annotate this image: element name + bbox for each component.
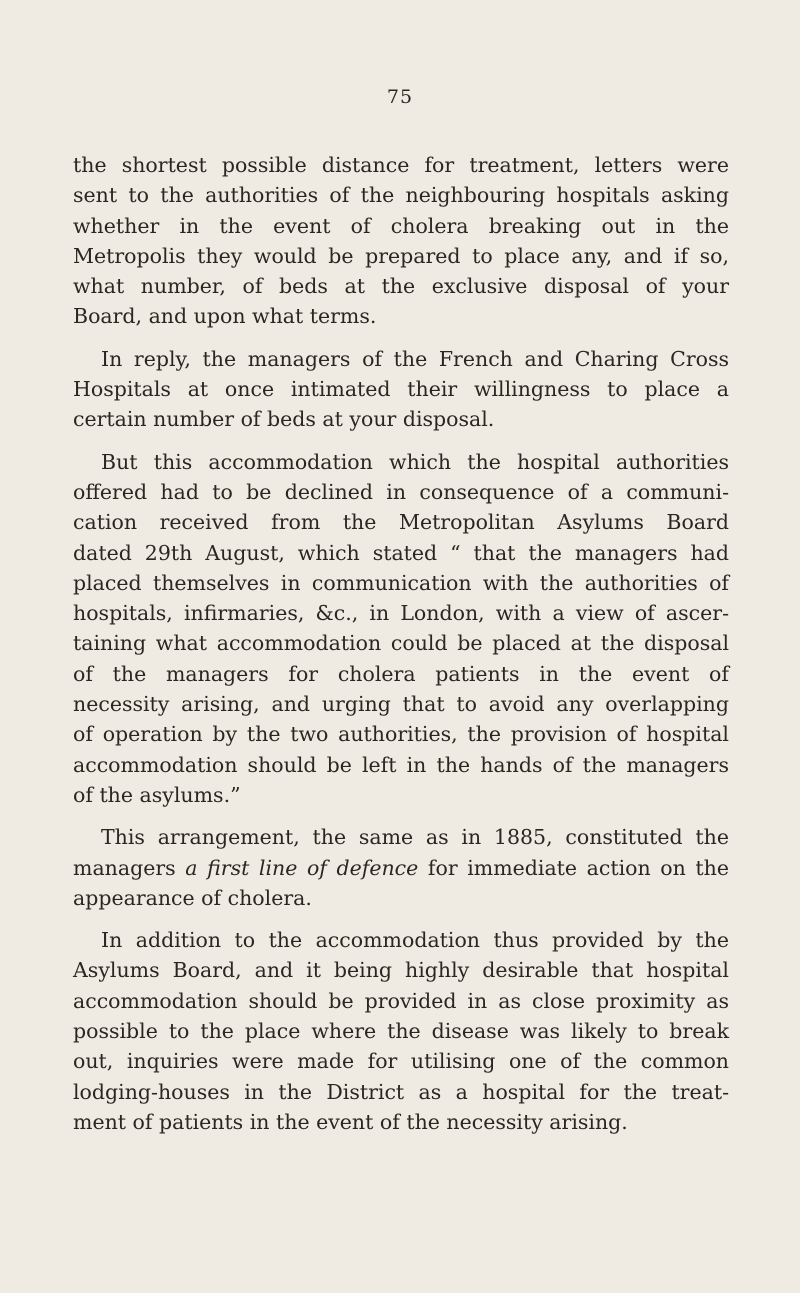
text-line: appearance of cholera. xyxy=(73,885,312,910)
text-line: accommodation should be provided in as close proximity as xyxy=(73,988,729,1013)
text-line: necessity arising, and urging that to avoid any overlapping xyxy=(73,692,729,717)
text-fragment: for immediate action on the xyxy=(427,855,729,880)
emphasis-text: a first line of defence xyxy=(185,855,419,880)
text-line: out, inquiries were made for utilising one of the common xyxy=(73,1049,729,1074)
text-line: In addition to the accommodation thus provided by the xyxy=(101,928,729,953)
paragraph-5 xyxy=(73,925,729,1137)
text-line: the shortest possible distance for treatment, letters were xyxy=(73,153,729,177)
text-line: But this accommodation which the hospital authorities xyxy=(101,449,729,474)
text-line: whether in the event of cholera breaking out in the xyxy=(73,213,729,238)
text-line: cation received from the Metropolitan Asylums Board xyxy=(73,510,729,535)
text-line: In reply, the managers of the French and Charing Cross xyxy=(101,346,729,371)
text-line: ment of patients in the event of the necessity arising. xyxy=(73,1109,628,1134)
paragraph-4 xyxy=(73,822,729,913)
paragraph-1 xyxy=(73,150,729,332)
text-line: lodging-houses in the District as a hospital for the treat- xyxy=(73,1079,729,1104)
text-line: Board, and upon what terms. xyxy=(73,304,377,329)
text-line: Asylums Board, and it being highly desirable that hospital xyxy=(73,958,729,983)
text-line: dated 29th August, which stated “ that the managers had xyxy=(73,540,729,565)
text-line: sent to the authorities of the neighbouring hospitals asking xyxy=(73,183,729,208)
body-text xyxy=(73,150,729,1149)
text-line: offered had to be declined in consequence of a communi- xyxy=(73,479,729,504)
paragraph-3 xyxy=(73,447,729,811)
text-line: placed themselves in communication with the authorities of xyxy=(73,570,729,595)
text-line: possible to the place where the disease was likely to break xyxy=(73,1019,729,1044)
text-line: Hospitals at once intimated their willingness to place a xyxy=(73,377,729,402)
page-number: 75 xyxy=(386,86,414,108)
text-line: taining what accommodation could be placed at the disposal xyxy=(73,631,729,656)
text-line: This arrangement, the same as in 1885, constituted the xyxy=(101,825,729,850)
text-line: what number, of beds at the exclusive disposal of your xyxy=(73,274,729,299)
text-line: certain number of beds at your disposal. xyxy=(73,407,495,432)
text-line: of the managers for cholera patients in the event of xyxy=(73,661,729,686)
text-line: of operation by the two authorities, the provision of hospital xyxy=(73,722,729,747)
paragraph-2 xyxy=(73,344,729,435)
text-line: hospitals, infirmaries, &c., in London, with a view of ascer- xyxy=(73,601,729,626)
text-line: Metropolis they would be prepared to place any, and if so, xyxy=(73,243,729,268)
text-line: of the asylums.” xyxy=(73,782,241,807)
text-line-with-emphasis xyxy=(73,853,729,883)
text-fragment: managers xyxy=(73,855,176,880)
text-line: accommodation should be left in the hands of the managers xyxy=(73,752,729,777)
